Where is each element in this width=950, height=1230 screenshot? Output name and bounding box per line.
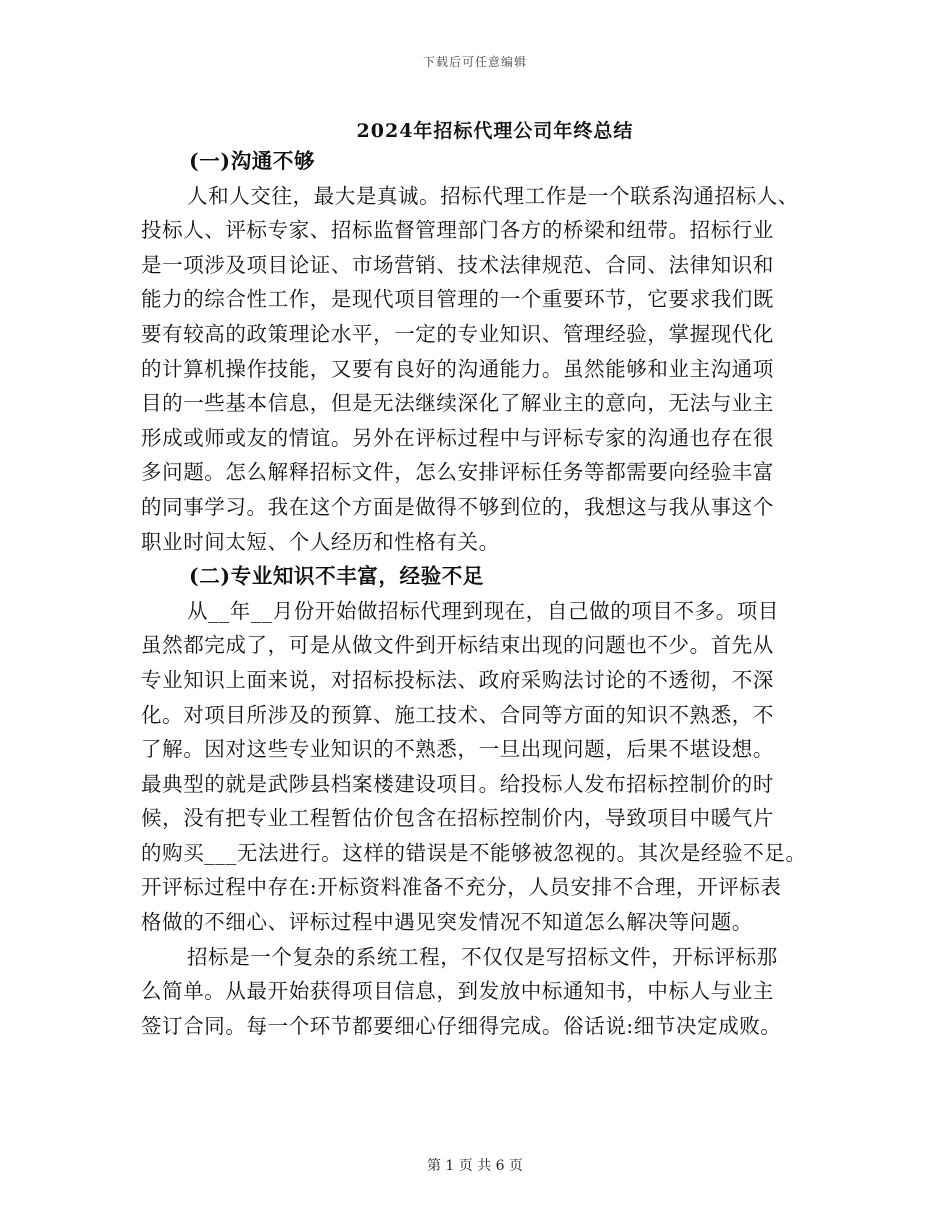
paragraph-line: 的计算机操作技能，又要有良好的沟通能力。虽然能够和业主沟通项 xyxy=(141,356,774,381)
paragraph-line: 开评标过程中存在:开标资料准备不充分，人员安排不合理，开评标表 xyxy=(141,875,782,900)
paragraph-line: 职业时间太短、个人经历和性格有关。 xyxy=(141,529,500,554)
paragraph-line: 签订合同。每一个环节都要细心仔细得完成。俗话说:细节决定成败。 xyxy=(141,1013,782,1038)
paragraph-line: 从__年__月份开始做招标代理到现在，自己做的项目不多。项目 xyxy=(187,598,779,623)
paragraph-line: 要有较高的政策理论水平，一定的专业知识、管理经验，掌握现代化 xyxy=(141,321,774,346)
page-number: 第 1 页 共 6 页 xyxy=(426,1158,524,1174)
paragraph-line: 专业知识上面来说，对招标投标法、政府采购法讨论的不透彻，不深 xyxy=(141,667,774,692)
page-header-note: 下载后可任意编辑 xyxy=(422,55,527,69)
paragraph-line: 是一项涉及项目论证、市场营销、技术法律规范、合同、法律知识和 xyxy=(141,252,774,277)
paragraph-line: 多问题。怎么解释招标文件，怎么安排评标任务等都需要向经验丰富 xyxy=(141,460,774,485)
document-body xyxy=(141,144,831,1043)
paragraph-line: 虽然都完成了，可是从做文件到开标结束出现的问题也不少。首先从 xyxy=(141,633,774,658)
paragraph-line: 的购买___无法进行。这样的错误是不能够被忽视的。其次是经验不足。 xyxy=(141,840,807,865)
paragraph-line: 的同事学习。我在这个方面是做得不够到位的，我想这与我从事这个 xyxy=(141,494,774,519)
paragraph-line: 格做的不细心、评标过程中遇见突发情况不知道怎么解决等问题。 xyxy=(141,910,753,935)
paragraph-line: 目的一些基本信息，但是无法继续深化了解业主的意向，无法与业主 xyxy=(141,391,774,416)
section-heading: (二)专业知识不丰富，经验不足 xyxy=(189,564,484,589)
document-title: 2024年招标代理公司年终总结 xyxy=(356,120,634,142)
paragraph-line: 么简单。从最开始获得项目信息，到发放中标通知书，中标人与业主 xyxy=(141,979,774,1004)
paragraph-line: 最典型的就是武陟县档案楼建设项目。给投标人发布招标控制价的时 xyxy=(141,771,774,796)
paragraph-line: 人和人交往，最大是真诚。招标代理工作是一个联系沟通招标人、 xyxy=(187,183,799,208)
paragraph-line: 化。对项目所涉及的预算、施工技术、合同等方面的知识不熟悉，不 xyxy=(141,702,774,727)
paragraph-line: 投标人、评标专家、招标监督管理部门各方的桥梁和纽带。招标行业 xyxy=(141,218,774,243)
paragraph-line: 形成或师或友的情谊。另外在评标过程中与评标专家的沟通也存在很 xyxy=(141,425,774,450)
paragraph-line: 招标是一个复杂的系统工程，不仅仅是写招标文件，开标评标那 xyxy=(187,944,778,969)
paragraph-line: 了解。因对这些专业知识的不熟悉，一旦出现问题，后果不堪设想。 xyxy=(141,737,774,762)
paragraph-line: 能力的综合性工作，是现代项目管理的一个重要环节，它要求我们既 xyxy=(141,287,774,312)
paragraph-line: 候，没有把专业工程暂估价包含在招标控制价内，导致项目中暖气片 xyxy=(141,806,774,831)
section-heading: (一)沟通不够 xyxy=(189,149,316,173)
